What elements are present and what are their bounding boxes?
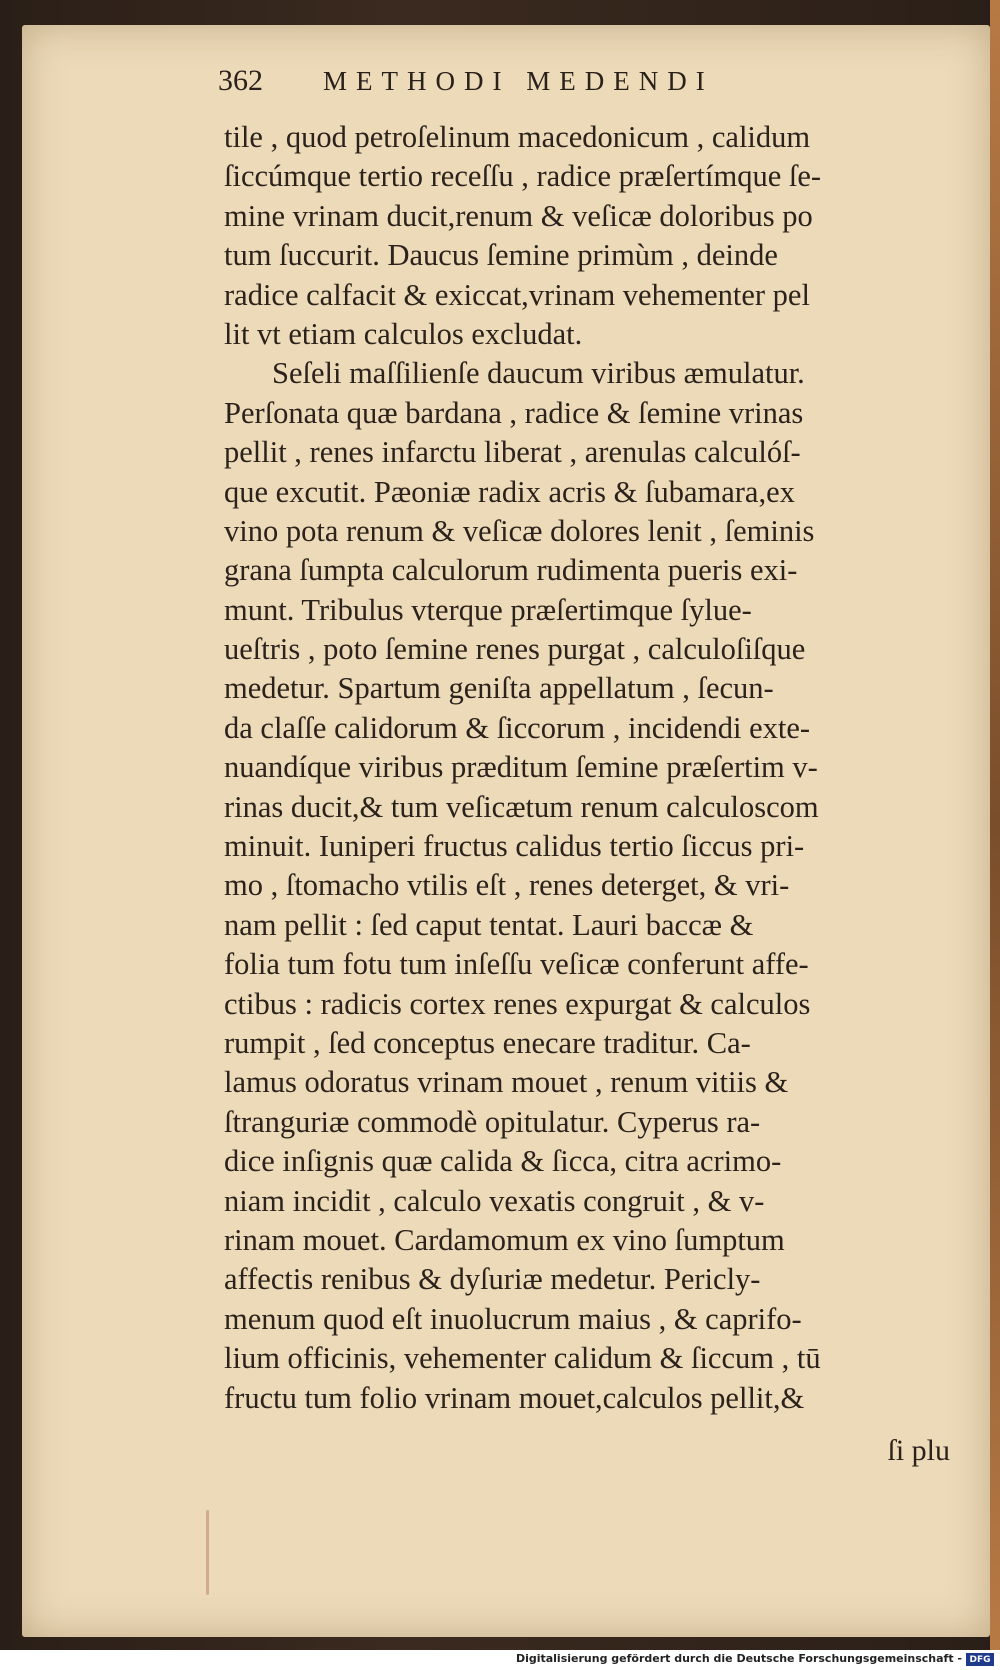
text-line: minuit. Iuniperi fructus calidus tertio ſiccus pri-	[224, 829, 805, 864]
margin-mark	[206, 1510, 209, 1595]
dfg-logo-icon: DFG	[966, 1653, 994, 1666]
text-line: fructu tum folio vrinam mouet,calculos pellit,&	[224, 1380, 805, 1415]
text-line: ctibus : radicis cortex renes expurgat & calculos	[224, 986, 811, 1021]
text-line: lamus odoratus vrinam mouet , renum vitiis &	[224, 1065, 789, 1100]
text-line: vino pota renum & veſicæ dolores lenit , ſeminis	[224, 513, 815, 548]
text-line: dice inſignis quæ calida & ſicca, citra acrimo-	[224, 1144, 782, 1179]
text-line: lium officinis, vehementer calidum & ſiccum , tū	[224, 1341, 821, 1376]
text-line: affectis renibus & dyſuriæ medetur. Pericly-	[224, 1262, 761, 1297]
text-line: Perſonata quæ bardana , radice & ſemine vrinas	[224, 395, 804, 430]
running-head: METHODI MEDENDI	[323, 66, 714, 96]
text-line: rinas ducit,& tum veſicætum renum calculoscom	[224, 789, 819, 824]
page-header	[218, 64, 818, 104]
text-line: ſiccúmque tertio receſſu , radice præſertímque ſe-	[224, 159, 822, 194]
text-line: radice calfacit & exiccat,vrinam vehementer pel	[224, 277, 810, 312]
text-line: grana ſumpta calculorum rudimenta pueris exi-	[224, 553, 798, 588]
text-line: ſtranguriæ commodè opitulatur. Cyperus ra-	[224, 1104, 761, 1139]
text-line: menum quod eſt inuolucrum maius , & caprifo-	[224, 1301, 802, 1336]
text-line: niam incidit , calculo vexatis congruit , & v-	[224, 1183, 765, 1218]
text-line: tile , quod petroſelinum macedonicum , calidum	[224, 120, 811, 154]
footer-credit: Digitalisierung gefördert durch die Deutsche Forschungsgemeinschaft -	[515, 1652, 962, 1665]
text-line: Seſeli maſſilienſe daucum viribus æmulatur.	[272, 356, 805, 391]
book-spine	[990, 0, 1000, 1650]
page-number: 362	[218, 64, 263, 97]
body-text	[224, 118, 964, 1418]
text-line: rinam mouet. Cardamomum ex vino ſumptum	[224, 1222, 785, 1257]
text-line: medetur. Spartum geniſta appellatum , ſecun-	[224, 671, 774, 706]
text-line: mine vrinam ducit,renum & veſicæ doloribus po	[224, 198, 813, 233]
text-line: da claſſe calidorum & ſiccorum , incidendi exte-	[224, 710, 811, 745]
text-line: pellit , renes infarctu liberat , arenulas calculóſ-	[224, 435, 801, 470]
text-line: mo , ſtomacho vtilis eſt , renes deterget, & vri-	[224, 868, 790, 903]
text-line: lit vt etiam calculos excludat.	[224, 316, 583, 351]
text-line: folia tum fotu tum inſeſſu veſicæ conferunt affe-	[224, 947, 809, 982]
text-line: ueſtris , poto ſemine renes purgat , calculoſiſque	[224, 632, 806, 667]
text-line: nam pellit : ſed caput tentat. Lauri baccæ &	[224, 907, 754, 942]
catchword: ſi plu	[887, 1434, 950, 1467]
footer-bar	[0, 1650, 1000, 1670]
text-line: que excutit. Pæoniæ radix acris & ſubamara,ex	[224, 474, 795, 509]
text-line: rumpit , ſed conceptus enecare traditur. Ca-	[224, 1025, 751, 1060]
text-line: munt. Tribulus vterque præſertimque ſylue-	[224, 592, 752, 627]
text-line: nuandíque viribus præditum ſemine præſertim v-	[224, 750, 818, 785]
text-line: tum ſuccurit. Daucus ſemine primùm , deinde	[224, 238, 778, 273]
